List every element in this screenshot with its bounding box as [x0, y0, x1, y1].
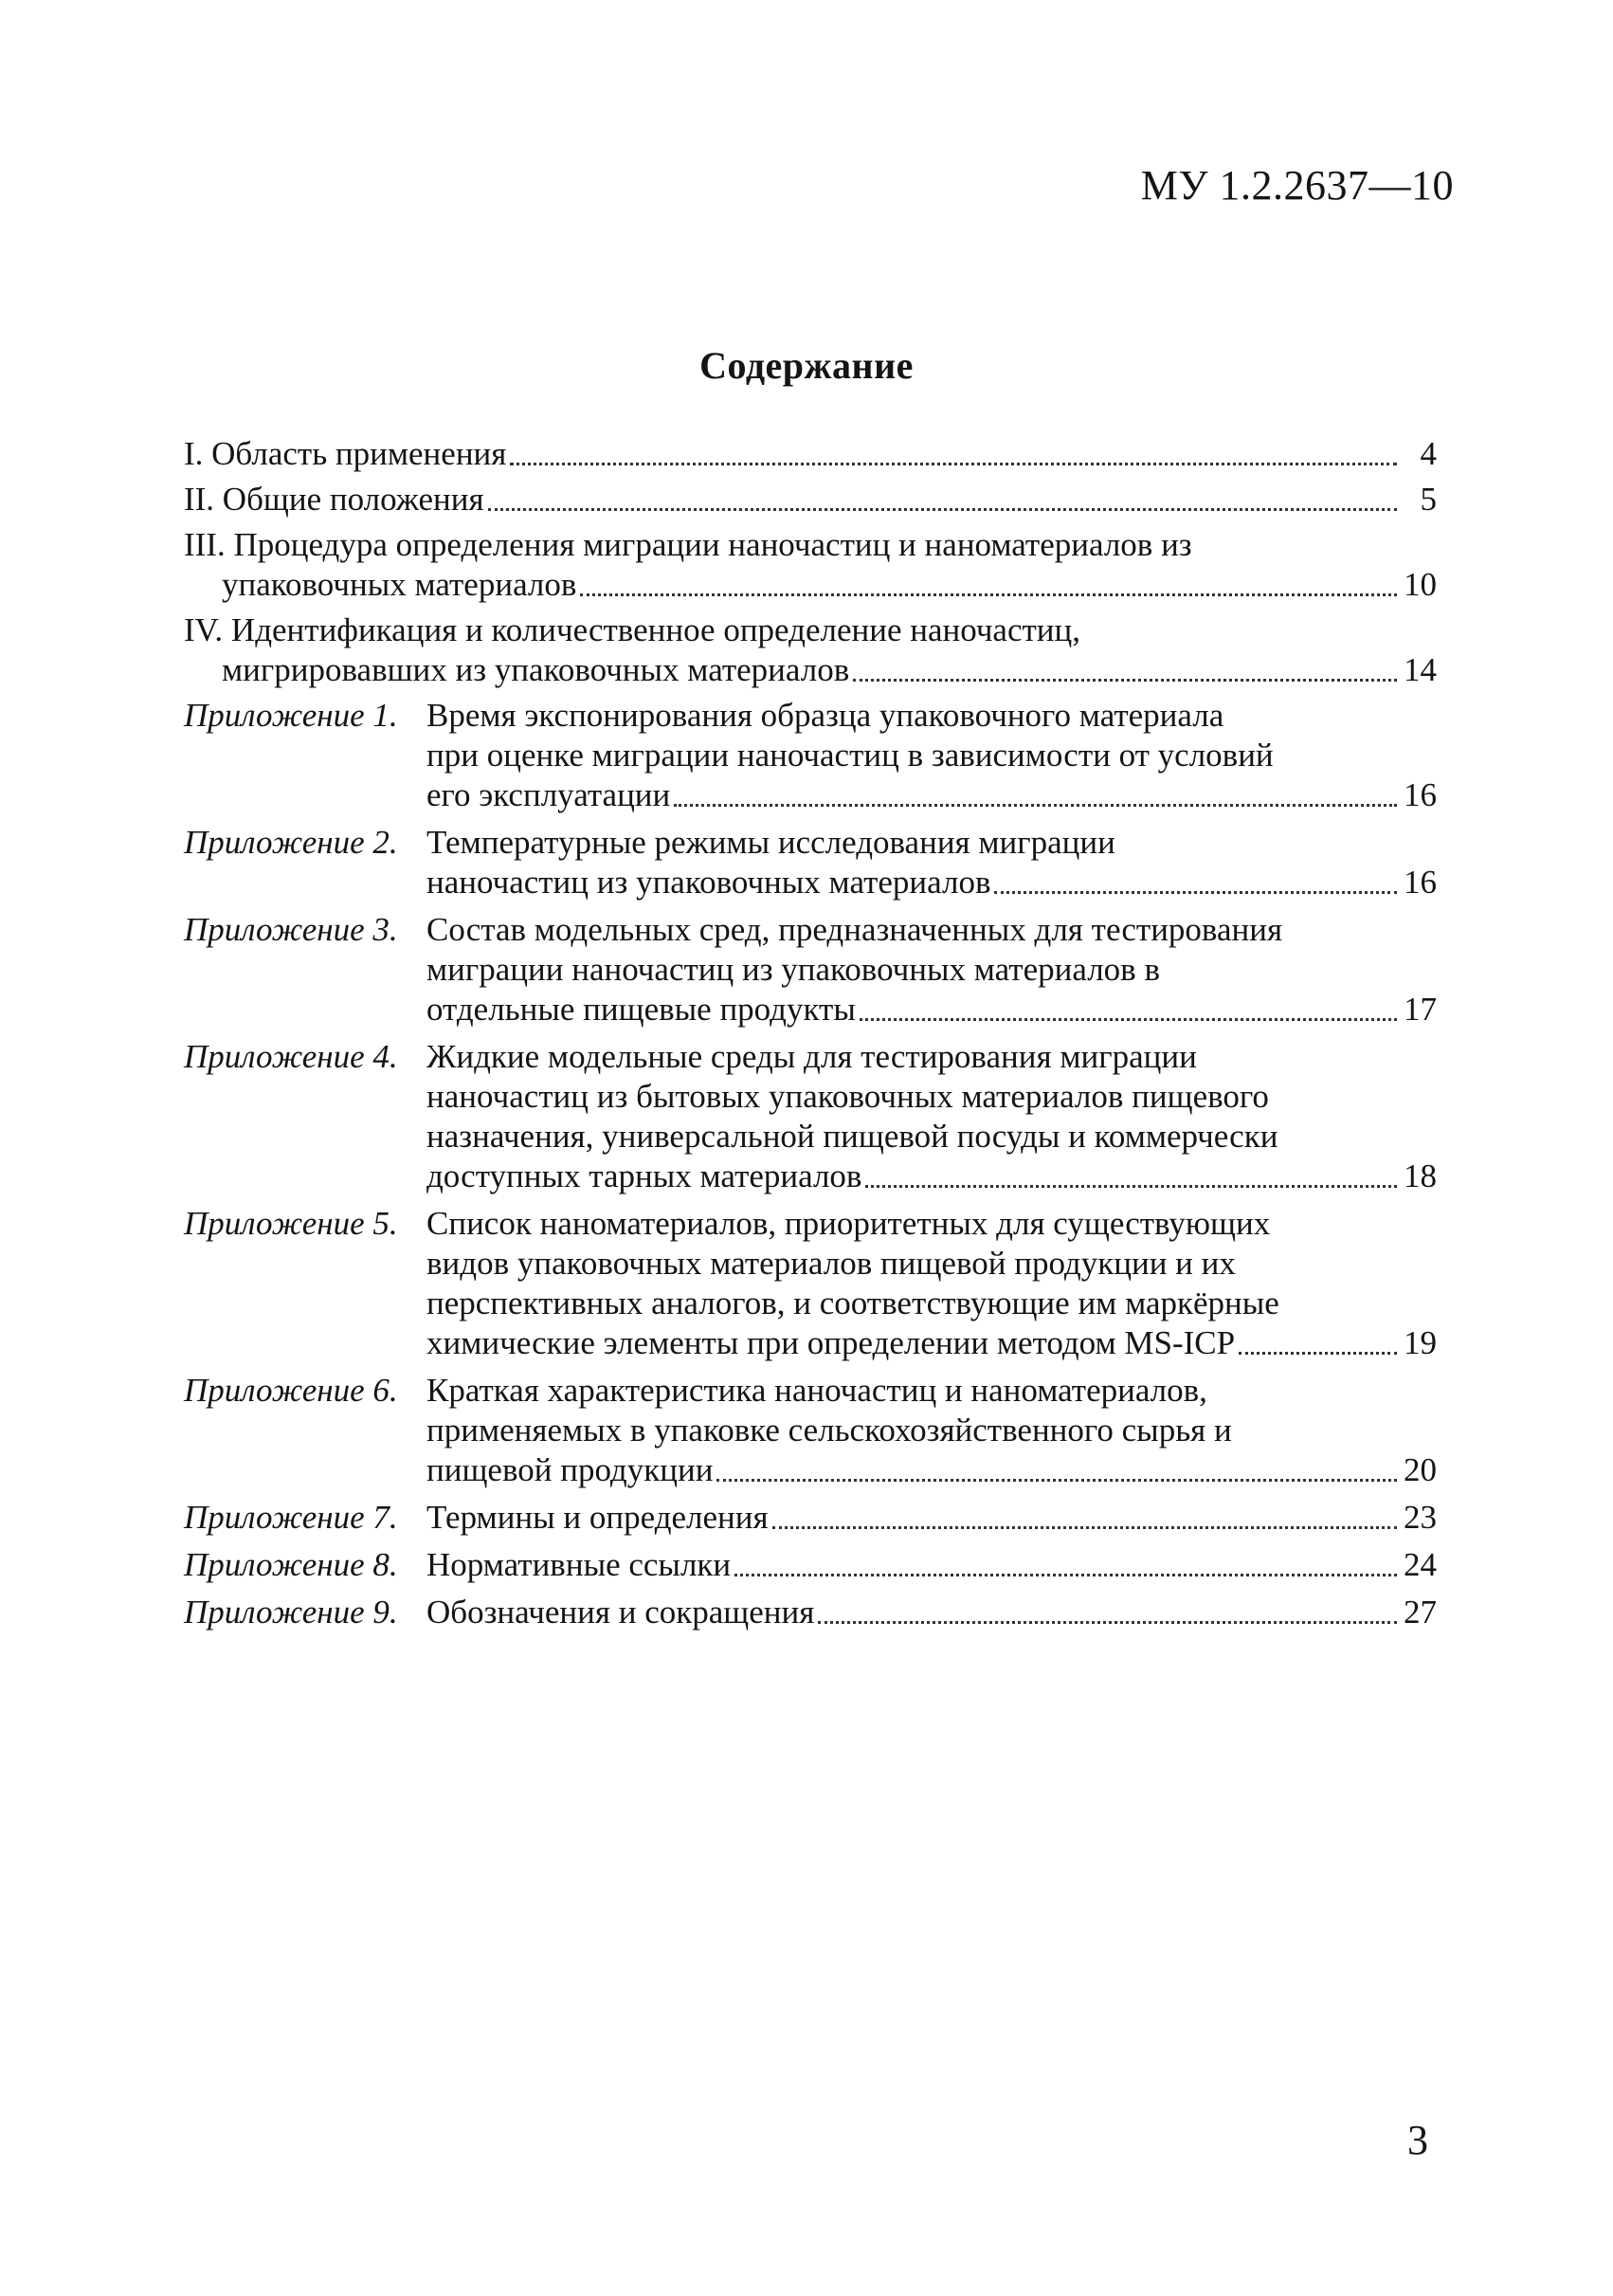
toc-text: IV. Идентификация и количественное определение наночастиц,	[184, 611, 1080, 648]
toc-line	[184, 480, 1437, 519]
appendix-body	[426, 1498, 1437, 1538]
page-title: Содержание	[699, 344, 914, 387]
toc-page-number: 16	[1404, 864, 1437, 901]
appendix-body	[426, 696, 1437, 815]
appendix-label: Приложение 6.	[184, 1372, 398, 1409]
appendix-label: Приложение 5.	[184, 1205, 398, 1242]
toc-appendix-3[interactable]	[184, 910, 1437, 1030]
toc-line	[184, 650, 1437, 690]
toc-line	[426, 1593, 1437, 1632]
dot-leader	[865, 1185, 1397, 1188]
toc-appendix-4[interactable]	[184, 1037, 1437, 1196]
appendix-body	[426, 1593, 1437, 1632]
toc-text: Температурные режимы исследования миграции	[426, 824, 1115, 861]
toc-page-number: 18	[1404, 1157, 1437, 1194]
toc-page-number: 19	[1404, 1324, 1437, 1361]
toc-page-number: 23	[1404, 1499, 1437, 1536]
toc-text: II. Общие положения	[184, 481, 484, 518]
toc-section-1[interactable]	[184, 434, 1437, 474]
toc-section-3[interactable]	[184, 525, 1437, 605]
toc-text: Обозначения и сокращения	[426, 1594, 815, 1631]
toc-text: Список наноматериалов, приоритетных для существующих	[426, 1205, 1271, 1242]
toc-line	[426, 1117, 1437, 1157]
toc-text: Нормативные ссылки	[426, 1546, 732, 1583]
toc-page-number: 24	[1404, 1546, 1437, 1583]
toc-page-number: 20	[1404, 1451, 1437, 1488]
toc-line	[426, 1450, 1437, 1490]
toc-line	[426, 1284, 1437, 1323]
toc-appendix-6[interactable]	[184, 1371, 1437, 1490]
appendix-body	[426, 1371, 1437, 1490]
toc-line	[426, 736, 1437, 775]
toc-line	[426, 823, 1437, 863]
toc-page-number: 4	[1420, 435, 1437, 472]
appendix-label: Приложение 9.	[184, 1594, 398, 1631]
toc-line	[426, 1077, 1437, 1117]
appendix-label: Приложение 7.	[184, 1499, 398, 1536]
dot-leader	[1239, 1352, 1397, 1355]
toc-text: перспективных аналогов, и соответствующие им маркёрные	[426, 1285, 1279, 1321]
toc-line	[426, 990, 1437, 1030]
toc-line	[426, 863, 1437, 902]
dot-leader	[716, 1479, 1397, 1482]
dot-leader	[510, 463, 1397, 465]
toc-line	[426, 1411, 1437, 1450]
dot-leader	[853, 679, 1397, 682]
toc-text: миграции наночастиц из упаковочных материалов в	[426, 951, 1160, 988]
toc-line	[426, 1371, 1437, 1411]
dot-leader	[580, 593, 1397, 596]
toc-text: упаковочных материалов	[222, 566, 577, 603]
toc-line	[426, 1037, 1437, 1077]
toc-line	[184, 434, 1437, 474]
toc-line	[426, 1157, 1437, 1196]
toc-text: отдельные пищевые продукты	[426, 991, 856, 1028]
dot-leader	[860, 1018, 1397, 1021]
dot-leader	[772, 1526, 1397, 1529]
toc-text: Краткая характеристика наночастиц и наноматериалов,	[426, 1372, 1207, 1409]
toc-section-2[interactable]	[184, 480, 1437, 519]
toc-text: Состав модельных сред, предназначенных для тестирования	[426, 911, 1283, 948]
document-code: МУ 1.2.2637—10	[1140, 162, 1454, 209]
toc-page-number: 14	[1404, 651, 1437, 688]
toc-text: его эксплуатации	[426, 776, 671, 813]
toc-page-number: 10	[1404, 566, 1437, 603]
appendix-body	[426, 1545, 1437, 1585]
appendix-body	[426, 910, 1437, 1030]
toc-line	[184, 610, 1437, 650]
toc-appendix-9[interactable]	[184, 1593, 1437, 1632]
toc-text: назначения, универсальной пищевой посуды и коммерчески	[426, 1118, 1278, 1155]
toc-line	[426, 1244, 1437, 1284]
toc-text: пищевой продукции	[426, 1451, 714, 1488]
toc-appendix-2[interactable]	[184, 823, 1437, 902]
toc-text: Термины и определения	[426, 1499, 769, 1536]
appendix-label: Приложение 8.	[184, 1546, 398, 1583]
toc-line	[426, 1545, 1437, 1585]
toc-line	[426, 775, 1437, 815]
appendix-body	[426, 1204, 1437, 1363]
toc-appendix-7[interactable]	[184, 1498, 1437, 1538]
toc-page-number: 5	[1420, 481, 1437, 518]
toc-text: Жидкие модельные среды для тестирования миграции	[426, 1038, 1197, 1075]
toc-text: I. Область применения	[184, 435, 507, 472]
dot-leader	[994, 891, 1397, 894]
toc-line	[426, 910, 1437, 950]
toc-line	[426, 1204, 1437, 1244]
toc-page-number: 16	[1404, 776, 1437, 813]
appendix-label: Приложение 2.	[184, 824, 398, 861]
toc-text: применяемых в упаковке сельскохозяйственного сырья и	[426, 1412, 1232, 1449]
toc-text: III. Процедура определения миграции наночастиц и наноматериалов из	[184, 526, 1192, 563]
toc-line	[184, 565, 1437, 605]
appendix-label: Приложение 3.	[184, 911, 398, 948]
toc-text: при оценке миграции наночастиц в зависимости от условий	[426, 737, 1274, 774]
toc-line	[426, 950, 1437, 990]
page-number: 3	[1407, 2117, 1428, 2163]
dot-leader	[674, 804, 1397, 807]
toc-line	[184, 525, 1437, 565]
dot-leader	[734, 1574, 1397, 1576]
appendix-label: Приложение 4.	[184, 1038, 398, 1075]
toc-appendix-1[interactable]	[184, 696, 1437, 815]
toc-line	[426, 1498, 1437, 1538]
toc-text: наночастиц из бытовых упаковочных материалов пищевого	[426, 1078, 1269, 1115]
dot-leader	[818, 1621, 1397, 1624]
toc-appendix-8[interactable]	[184, 1545, 1437, 1585]
toc-line	[426, 1323, 1437, 1363]
appendix-body	[426, 823, 1437, 902]
toc-text: мигрировавших из упаковочных материалов	[222, 651, 850, 688]
toc-page-number: 17	[1404, 991, 1437, 1028]
appendix-label: Приложение 1.	[184, 697, 398, 734]
toc-text: химические элементы при определении методом MS-ICP	[426, 1324, 1236, 1361]
toc-page-number: 27	[1404, 1594, 1437, 1631]
toc-appendix-5[interactable]	[184, 1204, 1437, 1363]
table-of-contents	[184, 434, 1437, 1640]
toc-text: наночастиц из упаковочных материалов	[426, 864, 991, 901]
toc-section-4[interactable]	[184, 610, 1437, 690]
toc-line	[426, 696, 1437, 736]
toc-text: видов упаковочных материалов пищевой продукции и их	[426, 1245, 1236, 1282]
toc-text: Время экспонирования образца упаковочного материала	[426, 697, 1224, 734]
dot-leader	[488, 508, 1397, 511]
toc-text: доступных тарных материалов	[426, 1157, 862, 1194]
appendix-body	[426, 1037, 1437, 1196]
